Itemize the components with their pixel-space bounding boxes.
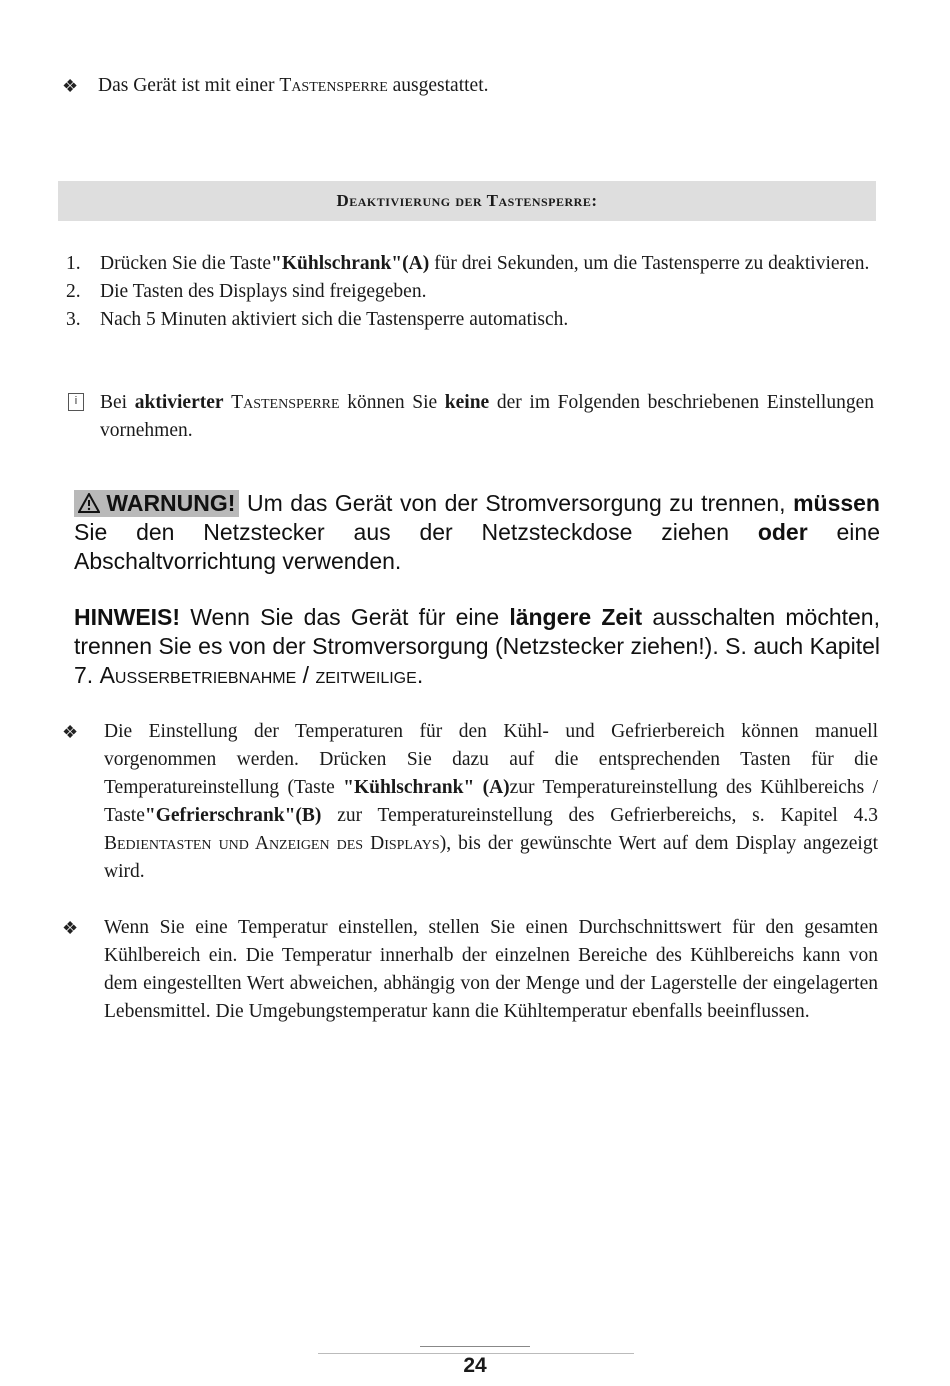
para1-t3: zur Temperatureinstellung des Gefrierbereichs, s. Kapitel 4.3 [321,805,878,826]
warning-block [74,489,880,576]
paragraph-temperature-setting [104,718,878,886]
hint-label: HINWEIS! [74,604,181,630]
hint-sc1: Außerbetriebnahme / zeitweilige [99,662,417,688]
hint-block [74,603,880,690]
paragraph-average-temperature: Wenn Sie eine Temperatur einstellen, stellen Sie einen Durchschnittswert für den gesamten Kühlbereich ein. Die Temperatur innerhalb der einzelnen Bereiche des Kühlbereichs kann von dem eingestellten Wert abweichen, abhängig von der Menge und der Lagerstelle der eingelagerten Lebensmittel. Die Umgebungstemperatur kann die Kühltemperatur ebenfalls beeinflussen. [104,917,878,1022]
step-text-after: für drei Sekunden, um die Tastensperre zu deaktivieren. [429,253,870,274]
step-number: 1. [66,253,81,274]
info-text [68,389,874,445]
info-sc1: Tastensperre [231,392,340,413]
warning-b2: oder [757,519,808,545]
hint-t2: ausschalten möchten, trennen Sie es von der Stromversorgung (Netzstecker ziehen!). S. auch Kapitel 7. [74,604,880,688]
intro-text-after: ausgestattet. [387,75,489,96]
info-b1: aktivierter [134,392,224,413]
diamond-bullet-icon: ❖ [62,918,79,938]
step-text: Nach 5 Minuten aktiviert sich die Tastensperre automatisch. [100,309,569,330]
para1-b2: "Gefrierschrank"(B) [144,805,322,826]
para1-b1: "Kühlschrank" (A) [343,777,510,798]
warning-triangle-icon [78,493,100,513]
step-number: 3. [66,309,81,330]
section-header: Deaktivierung der Tastensperre: [58,181,876,221]
diamond-bullet-icon: ❖ [62,76,79,96]
hint-t1: Wenn Sie das Gerät für eine [180,604,510,630]
para1-t4: ), bis der gewünschte Wert auf dem Display angezeigt wird. [104,833,878,882]
warning-b1: müssen [793,490,880,516]
info-t1: Bei [100,392,135,413]
intro-line [98,72,489,100]
list-item [66,306,896,334]
warning-label: WARNUNG! [106,490,236,516]
step-number: 2. [66,281,81,302]
list-item [66,250,896,278]
info-icon: i [68,393,84,411]
footer-divider [420,1346,530,1347]
info-note [68,389,874,445]
warning-badge [74,490,239,517]
warning-t3: eine Abschaltvorrichtung verwenden. [74,519,880,574]
info-t4: der im Folgenden beschriebenen Einstellungen vornehmen. [100,392,874,441]
para1-t1: Die Einstellung der Temperaturen für den Kühl- und Gefrierbereich können manuell vorgenommen werden. Drücken Sie dazu auf die entsprechenden Tasten für die Temperatureinstellung (Taste [104,721,878,798]
hint-b1: längere Zeit [509,604,643,630]
intro-text-before: Das Gerät ist mit einer [98,75,280,96]
warning-t2: Sie den Netzstecker aus der Netzsteckdose ziehen [74,519,758,545]
step-bold: "Kühlschrank"(A) [271,253,430,274]
para1-t2: zur Temperatureinstellung des Kühlbereichs / Taste [104,777,878,826]
info-b2: keine [444,392,490,413]
info-t3: können Sie [339,392,445,413]
warning-t1: Um das Gerät von der Stromversorgung zu trennen, [239,490,794,516]
page-number: 24 [463,1354,487,1377]
steps-list [66,250,896,334]
step-text: Die Tasten des Displays sind freigegeben. [100,281,427,302]
step-text: Drücken Sie die Taste [100,253,272,274]
diamond-bullet-icon: ❖ [62,722,79,742]
para1-sc1: Bedientasten und Anzeigen des Displays [104,833,440,854]
list-item [66,278,896,306]
hint-t3: . [416,662,424,688]
intro-text-smallcaps: Tastensperre [279,75,388,96]
